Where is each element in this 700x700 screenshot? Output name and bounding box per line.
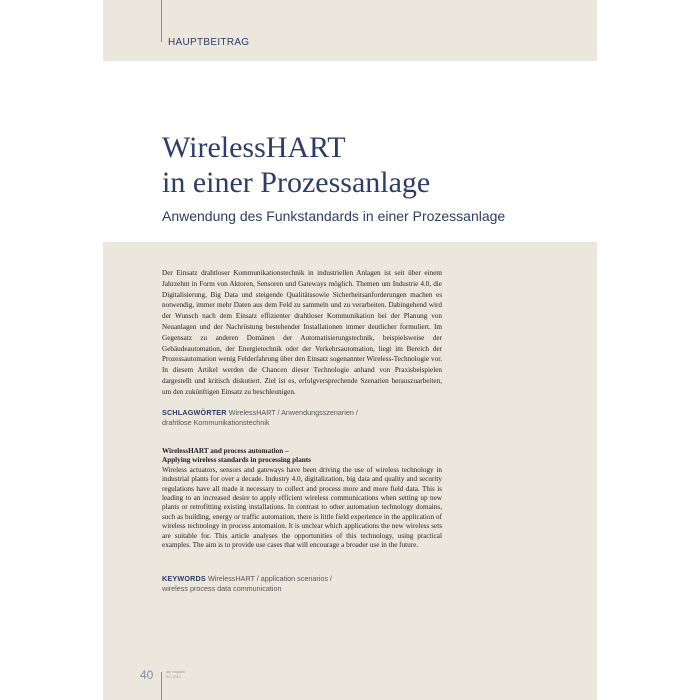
article-title (162, 130, 582, 200)
abstract-english-text: Wireless actuators, sensors and gateways have been driving the use of wireless technology in industrial plants for over a decade. Industry 4.0, digitalization, big data and quality and security regulations have all made it necessary to collect and process more and more field data. This is leading to an increased desire to apply efficient wireless communications when setting up new plants or retrofitting existing installations. In contrast to other automation technology domains, such as building, energy or traffic automation, there is little field experience in the application of wireless technology in process automation. It is unclear which applications the new wireless sets are suitable for. This article analyses the opportunities of this technology, using practical examples. The aim is to provide use cases that will encourage a broader use in the future. (162, 465, 442, 550)
journal-name: atp magazin (166, 670, 186, 674)
article-subtitle: Anwendung des Funkstandards in einer Prozessanlage (162, 208, 506, 224)
abstract-german-text: Der Einsatz drahtloser Kommunikationstechnik in industriellen Anlagen ist seit über einem Jahrzehnt in Form von Aktoren, Sensoren und Gateways möglich. Themen um Industrie 4.0, die Digitalisierung, Big Data und steigende Qualitätssowie Sicherheitsanforderungen machen es notwendig, immer mehr Daten aus dem Feld zu sammeln und zu verarbeiten. Dabingehend wird der Wunsch nach dem Einsatz effizienter drahtloser Kommunikation bei der Planung von Neuanlagen und der Nachrüstung bestehender Installationen immer deutlicher formuliert. Im Gegensatz zu anderen Domänen der Automatisierungstechnik, beispielsweise der Gebäudeautomation, der Energietechnik oder der Verkehrsautomation, liegt im Bereich der Prozessautomation wenig Felderfahrung über den Einsatz sogenannter Wireless-Technologie vor. In diesem Artikel werden die Chancen dieser Technologie anhand von Praxisbeispielen dargestellt und kritisch diskutiert. Ziel ist es, erfolgversprechende Szenarien herauszuarbeiten, um den zukünftigen Einsatz zu beschleunigen. (162, 269, 442, 396)
journal-info (166, 670, 185, 679)
bottom-rule (161, 672, 162, 700)
title-line-1: WirelessHART (162, 131, 346, 164)
keywords-english-line1: WirelessHART / application scenarios / (207, 574, 332, 583)
keywords-english-line2: wireless process data communication (162, 584, 282, 593)
title-line-2: in einer Prozessanlage (162, 166, 431, 199)
keywords-german-label: SCHLAGWÖRTER (162, 408, 227, 417)
keywords-english-label: KEYWORDS (162, 574, 206, 583)
abstract-english-heading2: Applying wireless standards in processing plants (162, 456, 311, 465)
abstract-german (162, 268, 442, 398)
journal-issue: 04 | 2019 (166, 674, 181, 679)
abstract-english-heading1: WirelessHART and process automation – (162, 447, 289, 455)
abstract-english (162, 447, 442, 550)
page-number: 40 (140, 668, 154, 682)
keywords-german-line1: WirelessHART / Anwendungsszenarien / (228, 408, 358, 417)
keywords-german-line2: drahtlose Kommunikationstechnik (162, 418, 270, 427)
section-label: HAUPTBEITRAG (168, 37, 250, 48)
keywords-german (162, 408, 442, 428)
keywords-english (162, 574, 442, 594)
top-rule (161, 0, 162, 42)
